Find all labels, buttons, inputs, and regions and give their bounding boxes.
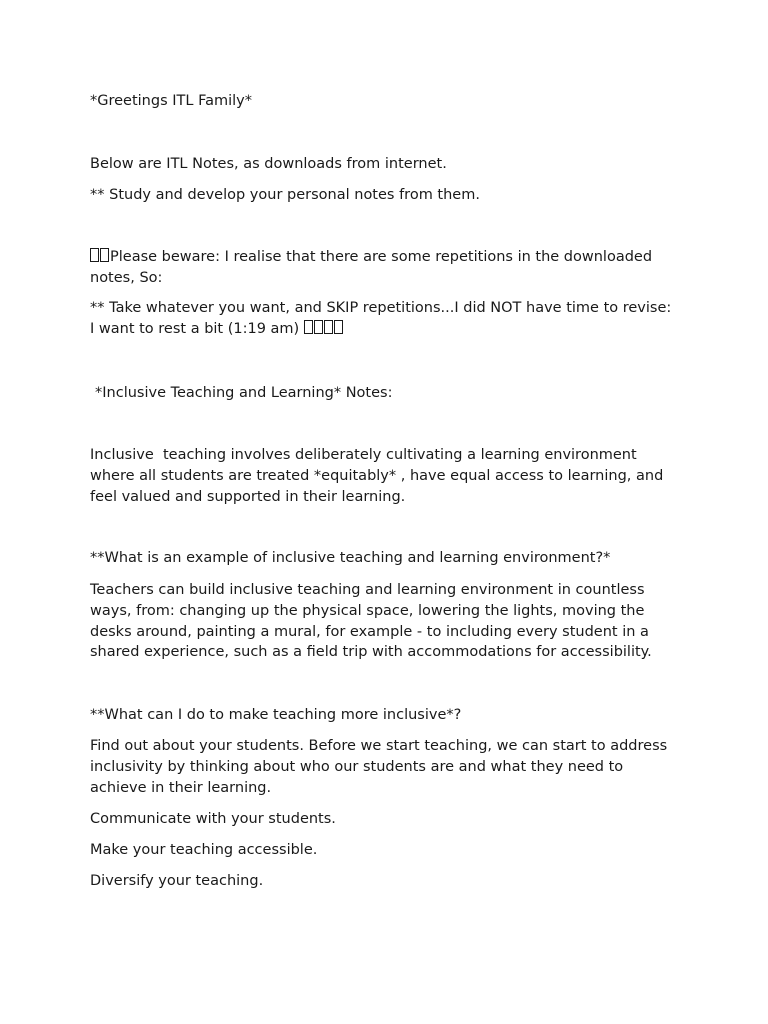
- skip-text: ** Take whatever you want, and SKIP repetitions...I did NOT have time to revise: I want to rest a bit (1:19 am): [90, 300, 676, 337]
- missing-glyph-icon: [304, 320, 313, 334]
- greeting-line: *Greetings ITL Family*: [90, 93, 252, 109]
- beware-text: Please beware: I realise that there are some repetitions in the downloaded notes, So:: [90, 249, 657, 286]
- missing-glyph-icon: [100, 248, 109, 262]
- tip-accessible: Make your teaching accessible.: [90, 842, 318, 858]
- example-answer: Teachers can build inclusive teaching and learning environment in countless ways, from: changing up the physical space, lowering the lights, moving the desks around, painting a mural, for example - to including every student in a shared experience, such as a field trip with accommodations for accessibility.: [90, 582, 654, 661]
- skip-paragraph: [90, 298, 680, 340]
- definition-paragraph: Inclusive teaching involves deliberately cultivating a learning environment where all students are treated *equitably* , have equal access to learning, and feel valued and supported in their learning.: [90, 447, 668, 505]
- section-heading: *Inclusive Teaching and Learning* Notes:: [95, 385, 393, 401]
- tip-diversify: Diversify your teaching.: [90, 873, 264, 889]
- missing-glyph-icon: [314, 320, 323, 334]
- example-question: **What is an example of inclusive teaching and learning environment?*: [90, 550, 611, 566]
- study-line: ** Study and develop your personal notes from them.: [90, 187, 480, 203]
- missing-glyph-icon: [90, 248, 99, 262]
- how-question: **What can I do to make teaching more inclusive*?: [90, 707, 462, 723]
- missing-glyph-icon: [334, 320, 343, 334]
- tip-communicate: Communicate with your students.: [90, 811, 336, 827]
- intro-line: Below are ITL Notes, as downloads from internet.: [90, 156, 447, 172]
- missing-glyph-icon: [324, 320, 333, 334]
- beware-paragraph: [90, 247, 680, 289]
- tip-find-out: Find out about your students. Before we start teaching, we can start to address inclusivity by thinking about who our students are and what they need to achieve in their learning.: [90, 738, 672, 796]
